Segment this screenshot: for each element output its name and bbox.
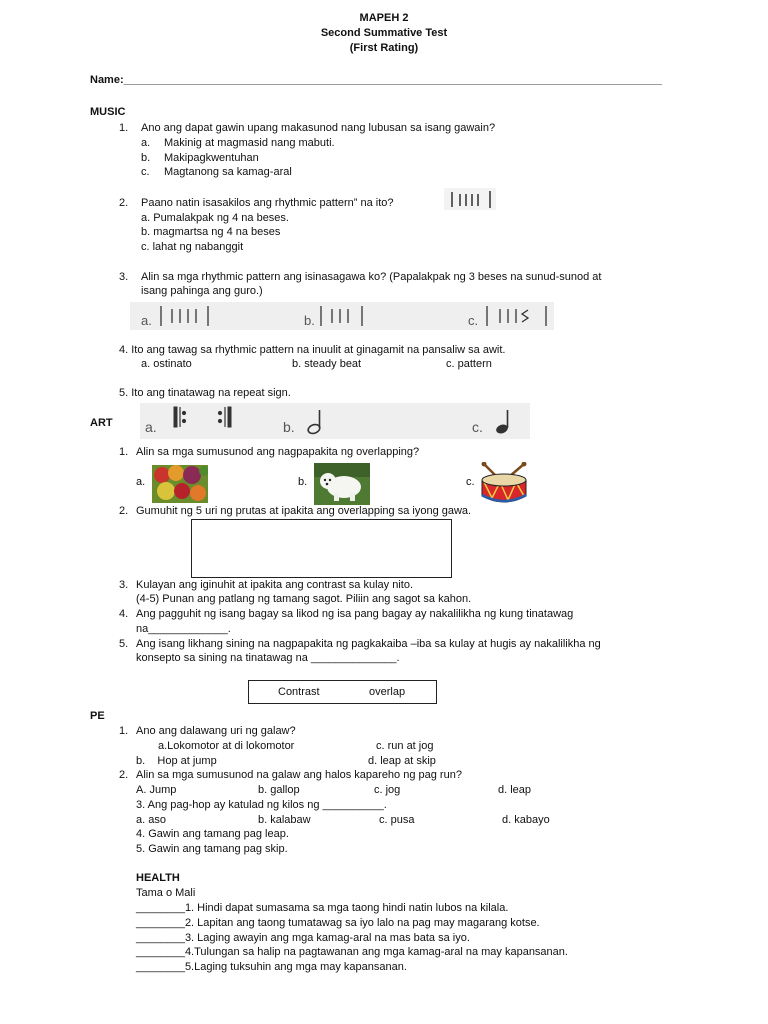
health-item: ________3. Laging awayin ang mga kamag-aral na mas bata sa iyo.: [136, 932, 470, 944]
music-q4-option: a. ostinato: [141, 358, 192, 370]
health-item: ________5.Laging tuksuhin ang mga may kapansanan.: [136, 961, 407, 973]
quarter-note-icon: [494, 408, 516, 436]
art-q2-text: Gumuhit ng 5 uri ng prutas at ipakita ang overlapping sa iyong gawa.: [136, 505, 472, 517]
health-item: ________1. Hindi dapat sumasama sa mga taong hindi natin lubos na kilala.: [136, 902, 509, 914]
music-q1-option-letter: b.: [141, 152, 151, 164]
art-q3-text: Kulayan ang iginuhit at ipakita ang contrast sa kulay nito.: [136, 579, 414, 591]
pe-q2-option: A. Jump: [136, 784, 177, 796]
music-q1-option-text: Makipagkwentuhan: [164, 152, 259, 164]
music-q5-choice-label: b.: [283, 419, 295, 435]
music-q3-number: 3.: [119, 271, 129, 283]
art-q4-text: Ang pagguhit ng isang bagay sa likod ng isa pang bagay ay nakalilikha ng kung tinatawag: [136, 608, 574, 620]
music-q3-choice-label: a.: [141, 313, 152, 328]
music-q1-number: 1.: [119, 122, 129, 134]
pe-q3-option: d. kabayo: [502, 814, 550, 826]
pe-q2-text: Alin sa mga sumusunod na galaw ang halos kapareho ng pag run?: [136, 769, 462, 781]
pe-q1-number: 1.: [119, 725, 129, 737]
pe-q2-number: 2.: [119, 769, 129, 781]
pe-q2-option: d. leap: [498, 784, 532, 796]
pe-q3-option: c. pusa: [379, 814, 415, 826]
name-line: Name:________________________________________________________________________________________: [90, 74, 662, 86]
art-q2-number: 2.: [119, 505, 129, 517]
art-q5-text: konsepto sa sining na tinatawag na ______________.: [136, 652, 400, 664]
music-heading: MUSIC: [90, 106, 126, 118]
subject-title: MAPEH 2: [359, 12, 409, 24]
pe-q3-option: a. aso: [136, 814, 166, 826]
music-q2-option: b. magmartsa ng 4 na beses: [141, 226, 281, 238]
repeat-sign-choice-a-image: [168, 404, 238, 430]
pe-q1-option: a.Lokomotor at di lokomotor: [158, 740, 295, 752]
pe-heading: PE: [90, 710, 105, 722]
drum-icon: [478, 462, 530, 506]
health-item: ________4.Tulungan sa halip na pagtawanan ang mga kamag-aral na may kapansanan.: [136, 946, 568, 958]
art-heading: ART: [90, 417, 113, 429]
pe-q1-option: d. leap at skip: [368, 755, 436, 767]
rhythm-pattern-image: [444, 188, 496, 210]
pe-q3-option: b. kalabaw: [258, 814, 311, 826]
word-bank-item: Contrast: [278, 686, 320, 698]
pe-q2-option: c. jog: [374, 784, 401, 796]
pe-q2-option: b. gallop: [258, 784, 300, 796]
test-title: Second Summative Test: [320, 27, 448, 39]
art-q5-number: 5.: [119, 638, 129, 650]
music-q5-choice-label: a.: [145, 419, 157, 435]
rating-title: (First Rating): [349, 42, 419, 54]
drawing-answer-box[interactable]: [191, 519, 452, 578]
music-q5-text: 5. Ito ang tinatawag na repeat sign.: [119, 387, 291, 399]
word-bank-box: [248, 680, 437, 704]
music-q3-text: isang pahinga ang guro.): [141, 285, 263, 297]
music-q1-option-text: Magtanong sa kamag-aral: [164, 166, 292, 178]
art-q4-number: 4.: [119, 608, 129, 620]
art-q5-text: Ang isang likhang sining na nagpapakita ng pagkakaiba –iba sa kulay at hugis ay nakalilikha ng: [136, 638, 601, 650]
music-q2-option: c. lahat ng nabanggit: [141, 241, 244, 253]
art-q1-choice-label: b.: [298, 476, 308, 488]
art-q3-number: 3.: [119, 579, 129, 591]
music-q3-choice-label: c.: [468, 313, 479, 328]
music-q5-choice-label: c.: [472, 419, 483, 435]
rhythm-choice-b-image: [318, 304, 366, 328]
pe-q5-text: 5. Gawin ang tamang pag skip.: [136, 843, 288, 855]
art-instruction: (4-5) Punan ang patlang ng tamang sagot. Piliin ang sagot sa kahon.: [136, 593, 472, 605]
art-q1-text: Alin sa mga sumusunod ang nagpapakita ng overlapping?: [136, 446, 420, 458]
music-q4-text: 4. Ito ang tawag sa rhythmic pattern na inuulit at ginagamit na pansaliw sa awit.: [119, 344, 506, 356]
pe-q1-option: b. Hop at jump: [136, 755, 217, 767]
music-q3-text: Alin sa mga rhythmic pattern ang isinasagawa ko? (Papalakpak ng 3 beses na sunud-sunod at: [141, 271, 602, 283]
music-q1-option-text: Makinig at magmasid nang mabuti.: [164, 137, 335, 149]
music-q4-option: c. pattern: [446, 358, 492, 370]
rhythm-choice-a-image: [158, 304, 212, 328]
music-q3-choice-label: b.: [304, 313, 315, 328]
rhythm-choice-c-image: [484, 304, 550, 328]
word-bank-item: overlap: [369, 686, 406, 698]
music-q4-option: b. steady beat: [292, 358, 362, 370]
art-q1-number: 1.: [119, 446, 129, 458]
fruits-picture: [152, 465, 208, 503]
art-q1-choice-label: c.: [466, 476, 475, 488]
music-q1-text: Ano ang dapat gawin upang makasunod nang lubusan sa isang gawain?: [141, 122, 496, 134]
pe-q1-option: c. run at jog: [376, 740, 434, 752]
health-item: ________2. Lapitan ang taong tumatawag sa iyo lalo na pag may magarang kotse.: [136, 917, 540, 929]
health-subheading: Tama o Mali: [136, 887, 196, 899]
music-q1-option-letter: a.: [141, 137, 151, 149]
art-q4-text: na_____________.: [136, 623, 231, 635]
music-q2-option: a. Pumalakpak ng 4 na beses.: [141, 212, 289, 224]
pe-q1-text: Ano ang dalawang uri ng galaw?: [136, 725, 296, 737]
art-q1-choice-label: a.: [136, 476, 146, 488]
music-q2-number: 2.: [119, 197, 129, 209]
white-dog-picture: [314, 463, 370, 505]
music-q1-option-letter: c.: [141, 166, 150, 178]
half-note-icon: [306, 408, 328, 436]
music-q2-text: Paano natin isasakilos ang rhythmic pattern” na ito?: [141, 197, 394, 209]
pe-q3-text: 3. Ang pag-hop ay katulad ng kilos ng __________.: [136, 799, 387, 811]
health-heading: HEALTH: [136, 872, 180, 884]
pe-q4-text: 4. Gawin ang tamang pag leap.: [136, 828, 289, 840]
